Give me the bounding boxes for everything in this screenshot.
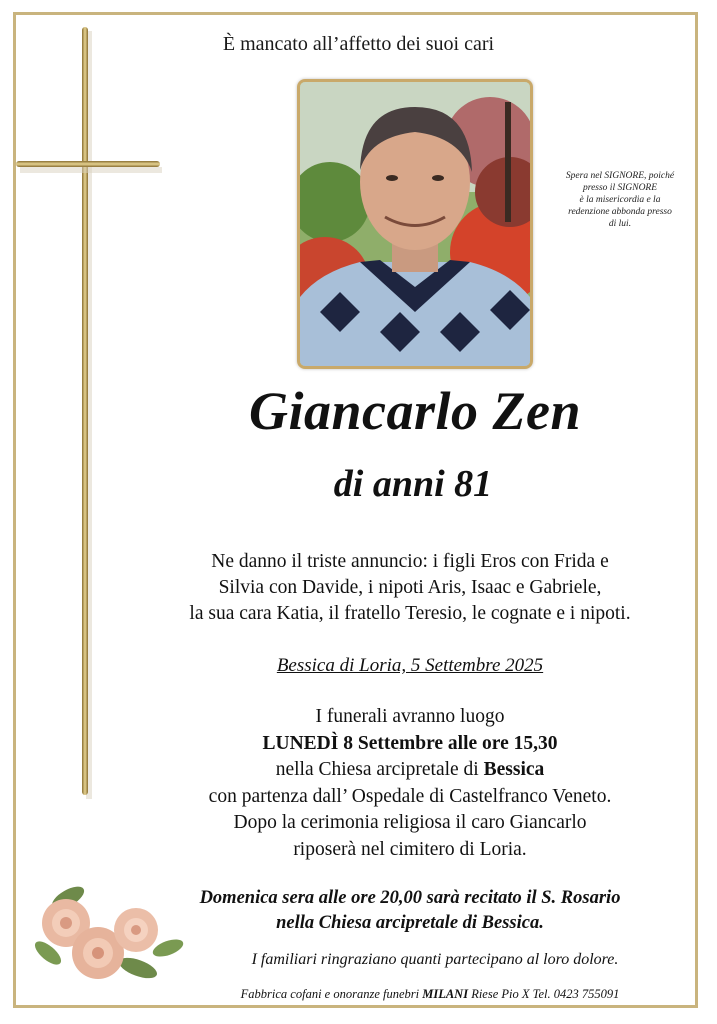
verse-line: di lui. bbox=[608, 219, 632, 229]
announcement-line: Silvia con Davide, i nipoti Aris, Isaac e Gabriele, bbox=[218, 577, 602, 598]
deceased-name: Giancarlo Zen bbox=[248, 381, 581, 441]
portrait-photo bbox=[297, 79, 533, 369]
verse-line: Spera nel SIGNORE, poiché bbox=[565, 171, 675, 181]
funeral-church bbox=[120, 757, 700, 784]
footer-company: MILANI bbox=[422, 987, 469, 1001]
rosary-line: Domenica sera alle ore 20,00 sarà recitato il S. Rosario bbox=[199, 888, 621, 908]
deceased-age: di anni 81 bbox=[333, 463, 493, 505]
rosary-notice bbox=[150, 886, 670, 936]
funeral-line: con partenza dall’ Ospedale di Castelfranco Veneto. bbox=[208, 785, 612, 807]
verse-line: redenzione abbonda presso bbox=[568, 207, 672, 217]
verse-line: presso il SIGNORE bbox=[582, 183, 658, 193]
announcement bbox=[120, 549, 700, 627]
footer-credit bbox=[150, 987, 710, 1002]
footer-prefix: Fabbrica cofani e onoranze funebri bbox=[240, 987, 423, 1001]
announcement-line: la sua cara Katia, il fratello Teresio, le cognate e i nipoti. bbox=[189, 603, 631, 624]
funeral-details bbox=[120, 704, 700, 863]
place-date: Bessica di Loria, 5 Settembre 2025 bbox=[276, 655, 544, 676]
bible-verse bbox=[545, 170, 695, 230]
intro-text: È mancato all’affetto dei suoi cari bbox=[222, 33, 495, 55]
funeral-church-place: Bessica bbox=[483, 759, 545, 780]
thanks-text: I familiari ringraziano quanti partecipano al loro dolore. bbox=[251, 951, 619, 968]
funeral-datetime: LUNEDÌ 8 Settembre alle ore 15,30 bbox=[262, 732, 558, 754]
rosary-line: nella Chiesa arcipretale di Bessica. bbox=[276, 913, 544, 933]
announcement-line: Ne danno il triste annuncio: i figli Eros con Frida e bbox=[211, 551, 609, 572]
verse-line: è la misericordia e la bbox=[579, 195, 661, 205]
funeral-line: Dopo la cerimonia religiosa il caro Giancarlo bbox=[233, 812, 587, 833]
funeral-line: riposerà nel cimitero di Loria. bbox=[293, 838, 527, 860]
funeral-line: I funerali avranno luogo bbox=[315, 706, 505, 727]
footer-suffix: Riese Pio X Tel. 0423 755091 bbox=[468, 987, 620, 1001]
funeral-church-prefix: nella Chiesa arcipretale di bbox=[275, 759, 484, 780]
